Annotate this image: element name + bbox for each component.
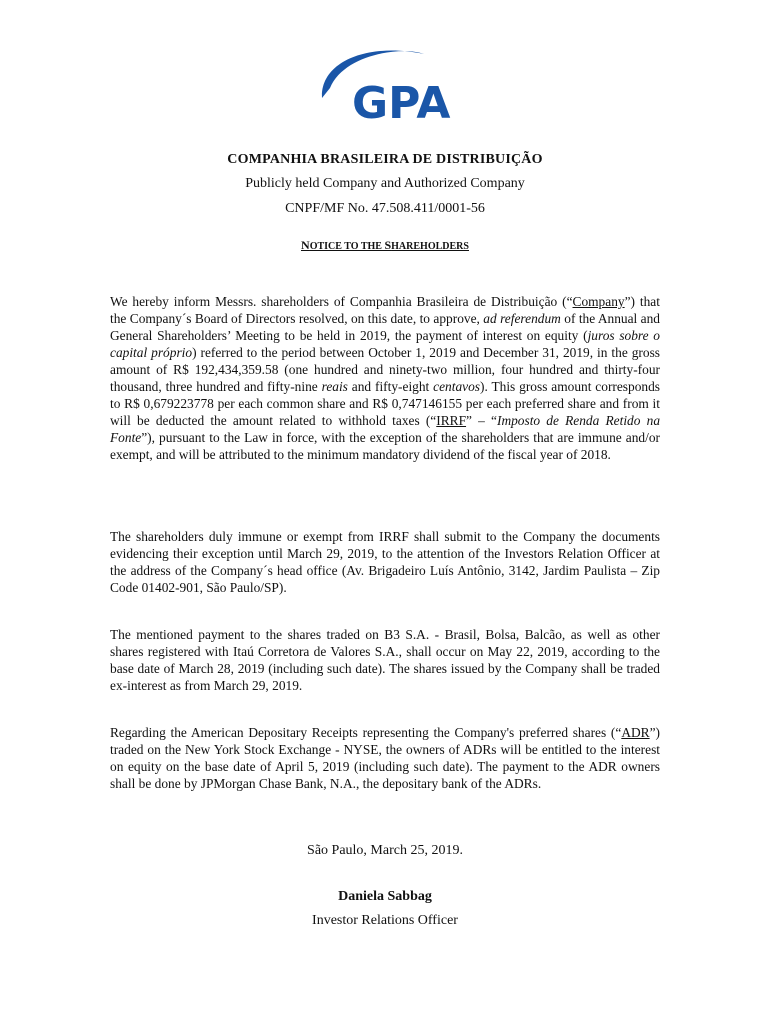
logo-wordmark: GPA [352, 78, 451, 124]
notice-title: NOTICE TO THE SHAREHOLDERS [301, 238, 469, 252]
paragraph-adr: Regarding the American Depositary Receipts representing the Company's preferred shares (“ADR”) traded on the New York Stock Exchange - NYSE, the owners of ADRs will be entitled to the interest on equity on the base date of April 5, 2019 (including such date). The payment to the ADR owners shall be done by JPMorgan Chase Bank, N.A., the depositary bank of the ADRs. [110, 725, 660, 791]
signer-role: Investor Relations Officer [312, 913, 458, 928]
cnpj-number: CNPF/MF No. 47.508.411/0001-56 [285, 201, 485, 216]
company-subtitle: Publicly held Company and Authorized Company [245, 176, 525, 191]
gpa-logo [312, 40, 468, 124]
paragraph-payment-date: The mentioned payment to the shares traded on B3 S.A. - Brasil, Bolsa, Balcão, as well as other shares registered with Itaú Corretora de Valores S.A., shall occur on May 22, 2019, according to the base date of March 28, 2019 (including such date). The shares issued by the Company shall be traded ex-interest as from March 29, 2019. [110, 627, 660, 693]
company-name: COMPANHIA BRASILEIRA DE DISTRIBUIÇÃO [227, 152, 543, 167]
place-date: São Paulo, March 25, 2019. [307, 843, 463, 858]
paragraph-announcement: We hereby inform Messrs. shareholders of Companhia Brasileira de Distribuição (“Company”) that the Company´s Board of Directors resolved, on this date, to approve, ad referendum of the Annual and General Shareholders’ Meeting to be held in 2019, the payment of interest on equity (juros sobre o capital próprio) referred to the period between October 1, 2019 and December 31, 2019, in the gross amount of R$ 192,434,359.58 (one hundred and ninety-two million, four hundred and thirty-four thousand, three hundred and fifty-nine reais and fifty-eight centavos). This gross amount corresponds to R$ 0,679223778 per each common share and R$ 0,747146155 per each preferred share and from it will be deducted the amount related to withhold taxes (“IRRF” – “Imposto de Renda Retido na Fonte”), pursuant to the Law in force, with the exception of the shareholders that are immune and/or exempt, and will be attributed to the minimum mandatory dividend of the fiscal year of 2018. [110, 294, 661, 462]
paragraph-exemption: The shareholders duly immune or exempt from IRRF shall submit to the Company the documents evidencing their exception until March 29, 2019, to the attention of the Investors Relation Officer at the address of the Company´s head office (Av. Brigadeiro Luís Antônio, 3142, Jardim Paulista – Zip Code 01402-901, São Paulo/SP). [110, 529, 660, 595]
signer-name: Daniela Sabbag [338, 889, 432, 904]
